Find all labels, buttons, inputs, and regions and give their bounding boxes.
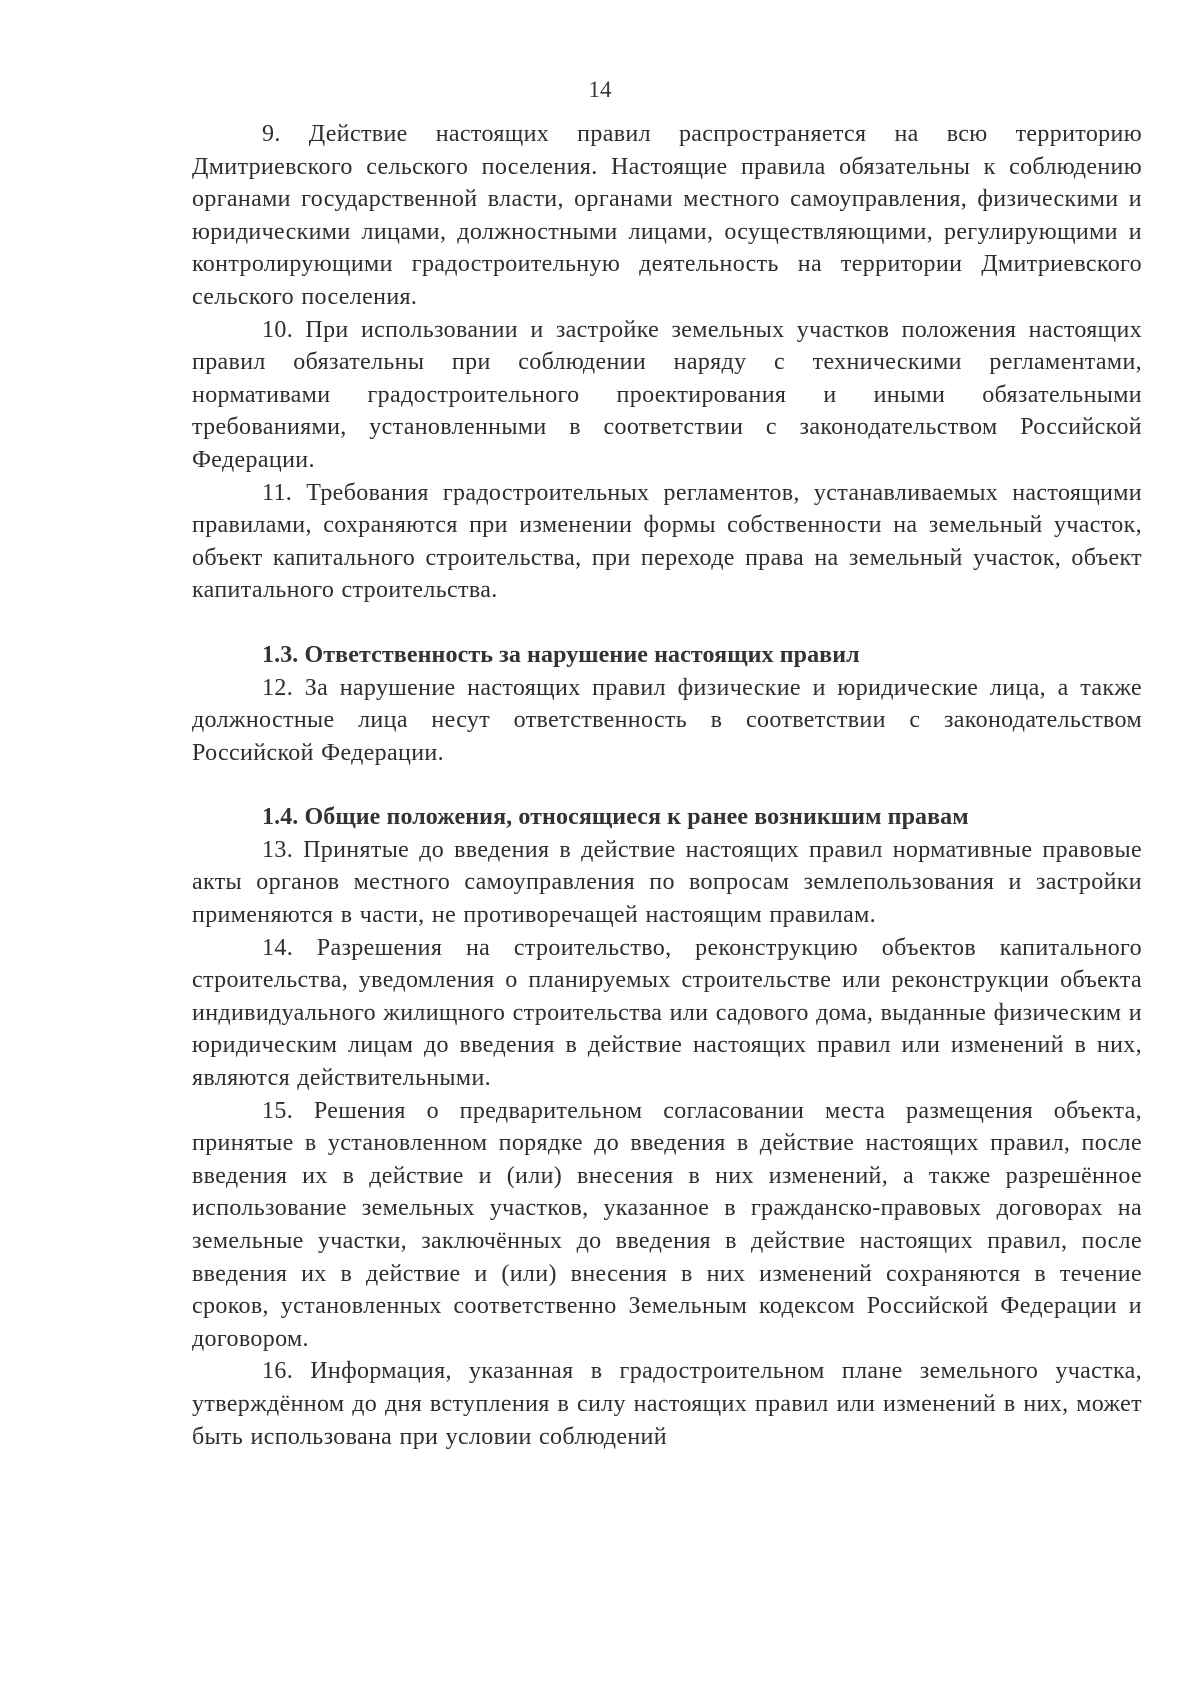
paragraph-13: 13. Принятые до введения в действие настоящих правил нормативные правовые акты органов местного самоуправления по вопросам землепользования и застройки применяются в части, не противоречащей настоящим правилам.: [192, 836, 1142, 929]
section-heading-1-3: 1.3. Ответственность за нарушение настоящих правил: [262, 641, 860, 668]
paragraph-12: 12. За нарушение настоящих правил физические и юридические лица, а также должностные лица несут ответственность в соответствии с законодательством Российской Федерации.: [192, 674, 1142, 766]
paragraph-15: 15. Решения о предварительном согласовании места размещения объекта, принятые в установленном порядке до введения в действие настоящих правил, после введения их в действие и (или) внесения в них изменений, а также разрешённое использование земельных участков, указанное в гражданско-правовых договорах на земельные участки, заключённых до введения в действие настоящих правил, после введения их в действие и (или) внесения в них изменений сохраняются в течение сроков, установленных соответственно Земельным кодексом Российской Федерации и договором.: [192, 1097, 1142, 1352]
paragraph-16: 16. Информация, указанная в градостроительном плане земельного участка, утверждённом до дня вступления в силу настоящих правил или изменений в них, может быть использована при условии соблюдений: [192, 1358, 1142, 1450]
paragraph-14: 14. Разрешения на строительство, реконструкцию объектов капитального строительства, уведомления о планируемых строительстве или реконструкции объекта индивидуального жилищного строительства или садового дома, выданные физическим и юридическим лицам до введения в действие настоящих правил или изменений в них, являются действительными.: [192, 934, 1142, 1092]
section-heading-1-4: 1.4. Общие положения, относящиеся к ранее возникшим правам: [262, 804, 969, 831]
document-body: [192, 118, 1142, 1453]
section-spacer: [192, 607, 1142, 639]
paragraph-11: 11. Требования градостроительных регламентов, устанавливаемых настоящими правилами, сохраняются при изменении формы собственности на земельный участок, объект капитального строительства, при переходе права на земельный участок, объект капитального строительства.: [192, 479, 1142, 604]
paragraph-10: 10. При использовании и застройке земельных участков положения настоящих правил обязательны при соблюдении наряду с техническими регламентами, нормативами градостроительного проектирования и иными обязательными требованиями, установленными в соответствии с законодательством Российской Федерации.: [192, 316, 1142, 473]
paragraph-9: 9. Действие настоящих правил распространяется на всю территорию Дмитриевского сельского поселения. Настоящие правила обязательны к соблюдению органами государственной власти, органами местного самоуправления, физическими и юридическими лицами, должностными лицами, осуществляющими, регулирующими и контролирующими градостроительную деятельность на территории Дмитриевского сельского поселения.: [192, 121, 1142, 310]
page-number: 14: [588, 77, 612, 102]
section-spacer: [192, 769, 1142, 801]
